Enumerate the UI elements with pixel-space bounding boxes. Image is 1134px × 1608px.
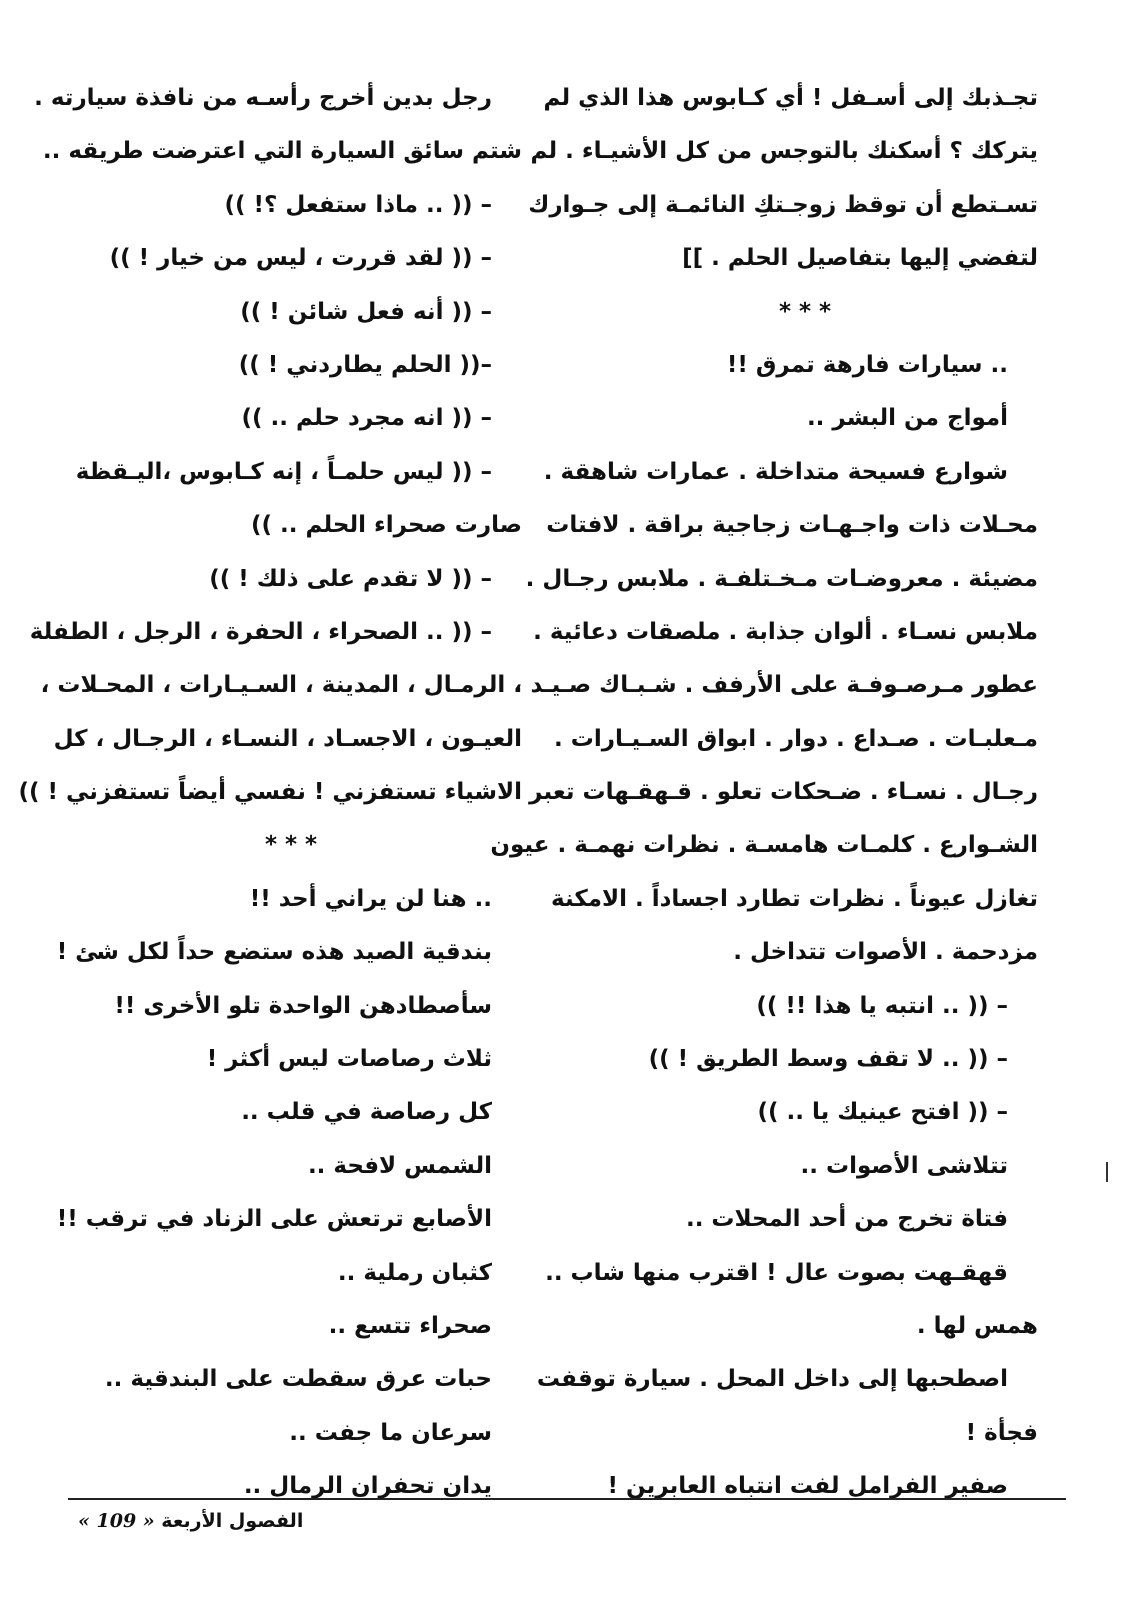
- text-line: ثلاث رصاصات ليس أكثر !: [206, 1046, 492, 1073]
- text-line: تغازل عيوناً . نظرات تطارد اجساداً . الامكنة: [551, 885, 1038, 912]
- text-line: – (( لا تقدم على ذلك ! )): [209, 565, 492, 592]
- text-line: رجـال . نسـاء . ضـحكات تعلو . قـهقـهات تعبر: [529, 779, 1038, 806]
- text-line: فتاة تخرج من أحد المحلات ..: [685, 1206, 1008, 1233]
- text-line: الشمس لافحة ..: [307, 1152, 492, 1179]
- text-line: – (( أنه فعل شائن ! )): [240, 298, 492, 325]
- text-line: صارت صحراء الحلم .. )): [250, 512, 522, 539]
- text-line: تتلاشى الأصوات ..: [800, 1152, 1008, 1179]
- text-line: – (( .. انتبه يا هذا !! )): [756, 992, 1008, 1019]
- text-line: أمواج من البشر ..: [806, 405, 1008, 432]
- text-line: يدان تحفران الرمال ..: [243, 1473, 492, 1500]
- text-line: كثبان رملية ..: [337, 1259, 492, 1286]
- text-line: همس لها .: [916, 1312, 1038, 1339]
- text-line: الشـوارع . كلمـات هامسـة . نظرات نهمـة . عيون: [490, 832, 1038, 859]
- text-line: لتفضي إليها بتفاصيل الحلم . ]]: [682, 245, 1038, 272]
- text-line: اصطحبها إلى داخل المحل . سيارة توقفت: [536, 1366, 1008, 1393]
- margin-mark: [1106, 1162, 1108, 1182]
- page-footer: [78, 1510, 303, 1532]
- text-line: – (( انه مجرد حلم .. )): [241, 405, 492, 432]
- text-line: صحراء تتسع ..: [328, 1312, 492, 1339]
- text-line: سرعان ما جفت ..: [289, 1419, 492, 1446]
- text-line: – (( .. لا تقف وسط الطريق ! )): [648, 1046, 1008, 1073]
- text-line: الاشياء تستفزني ! نفسي أيضاً تستفزني ! )): [18, 779, 522, 806]
- text-line: مضيئة . معروضـات مـخـتلفـة . ملابس رجـال .: [525, 565, 1038, 592]
- text-line: محـلات ذات واجـهـات زجاجية براقة . لافتات: [546, 512, 1038, 539]
- text-line: ، الرمـال ، المدينة ، السـيـارات ، المحـلات ،: [40, 672, 522, 699]
- text-line: مـعلبـات . صـداع . دوار . ابواق السـيـارات .: [554, 725, 1038, 752]
- text-line: صفير الفرامل لفت انتباه العابرين !: [607, 1473, 1008, 1500]
- text-line: يتركك ؟ أسكنك بالتوجس من كل الأشيـاء . لم: [530, 138, 1038, 165]
- text-line: – (( .. ماذا ستفعل ؟! )): [224, 191, 492, 218]
- text-line: مزدحمة . الأصوات تتداخل .: [733, 939, 1038, 966]
- left-column: [18, 72, 522, 1514]
- text-line: تجـذبك إلى أسـفل ! أي كـابوس هذا الذي لم: [543, 85, 1038, 111]
- text-line: قهقـهت بصوت عال ! اقترب منها شاب ..: [545, 1259, 1008, 1286]
- text-line: سأصطادهن الواحدة تلو الأخرى !!: [114, 992, 492, 1019]
- text-line: العيـون ، الاجسـاد ، النسـاء ، الرجـال ، كل: [53, 725, 522, 752]
- text-line: ملابس نسـاء . ألوان جذابة . ملصقات دعائية .: [533, 618, 1038, 645]
- text-line: – (( .. الصحراء ، الحفرة ، الرجل ، الطفلة: [29, 618, 492, 645]
- publication-name: الفصول الأربعة: [161, 1510, 304, 1532]
- text-line: – (( افتح عينيك يا .. )): [757, 1099, 1008, 1126]
- text-line: رجل بدين أخرج رأسـه من نافذة سيارته .: [34, 85, 492, 111]
- right-column: [490, 72, 1038, 1514]
- footer-rule: [68, 1498, 1066, 1500]
- text-line: * * *: [264, 832, 318, 859]
- text-line: كل رصاصة في قلب ..: [241, 1099, 492, 1126]
- page-number: « 109 »: [78, 1510, 155, 1532]
- text-line: الأصابع ترتعش على الزناد في ترقب !!: [56, 1206, 492, 1233]
- text-line: * * *: [778, 298, 832, 325]
- text-line: بندقية الصيد هذه ستضع حداً لكل شئ !: [56, 939, 492, 966]
- text-line: –(( الحلم يطاردني ! )): [238, 351, 492, 378]
- text-line: .. هنا لن يراني أحد !!: [249, 885, 492, 912]
- text-line: – (( ليس حلمـاً ، إنه كـابوس ،اليـقظة: [75, 458, 492, 485]
- text-line: – (( لقد قررت ، ليس من خيار ! )): [109, 245, 492, 272]
- text-line: شوارع فسيحة متداخلة . عمارات شاهقة .: [543, 458, 1008, 485]
- text-line: حبات عرق سقطت على البندقية ..: [104, 1366, 492, 1393]
- text-line: عطور مـرصـوفـة على الأرفف . شـبـاك صـيـد .: [513, 672, 1038, 699]
- text-line: فجأة !: [965, 1419, 1038, 1446]
- text-line: .. سيارات فارهة تمرق !!: [726, 351, 1008, 378]
- text-line: شتم سائق السيارة التي اعترضت طريقه ..: [42, 138, 522, 165]
- text-line: تسـتطع أن توقظ زوجـتكِ النائمـة إلى جـوارك: [528, 191, 1038, 218]
